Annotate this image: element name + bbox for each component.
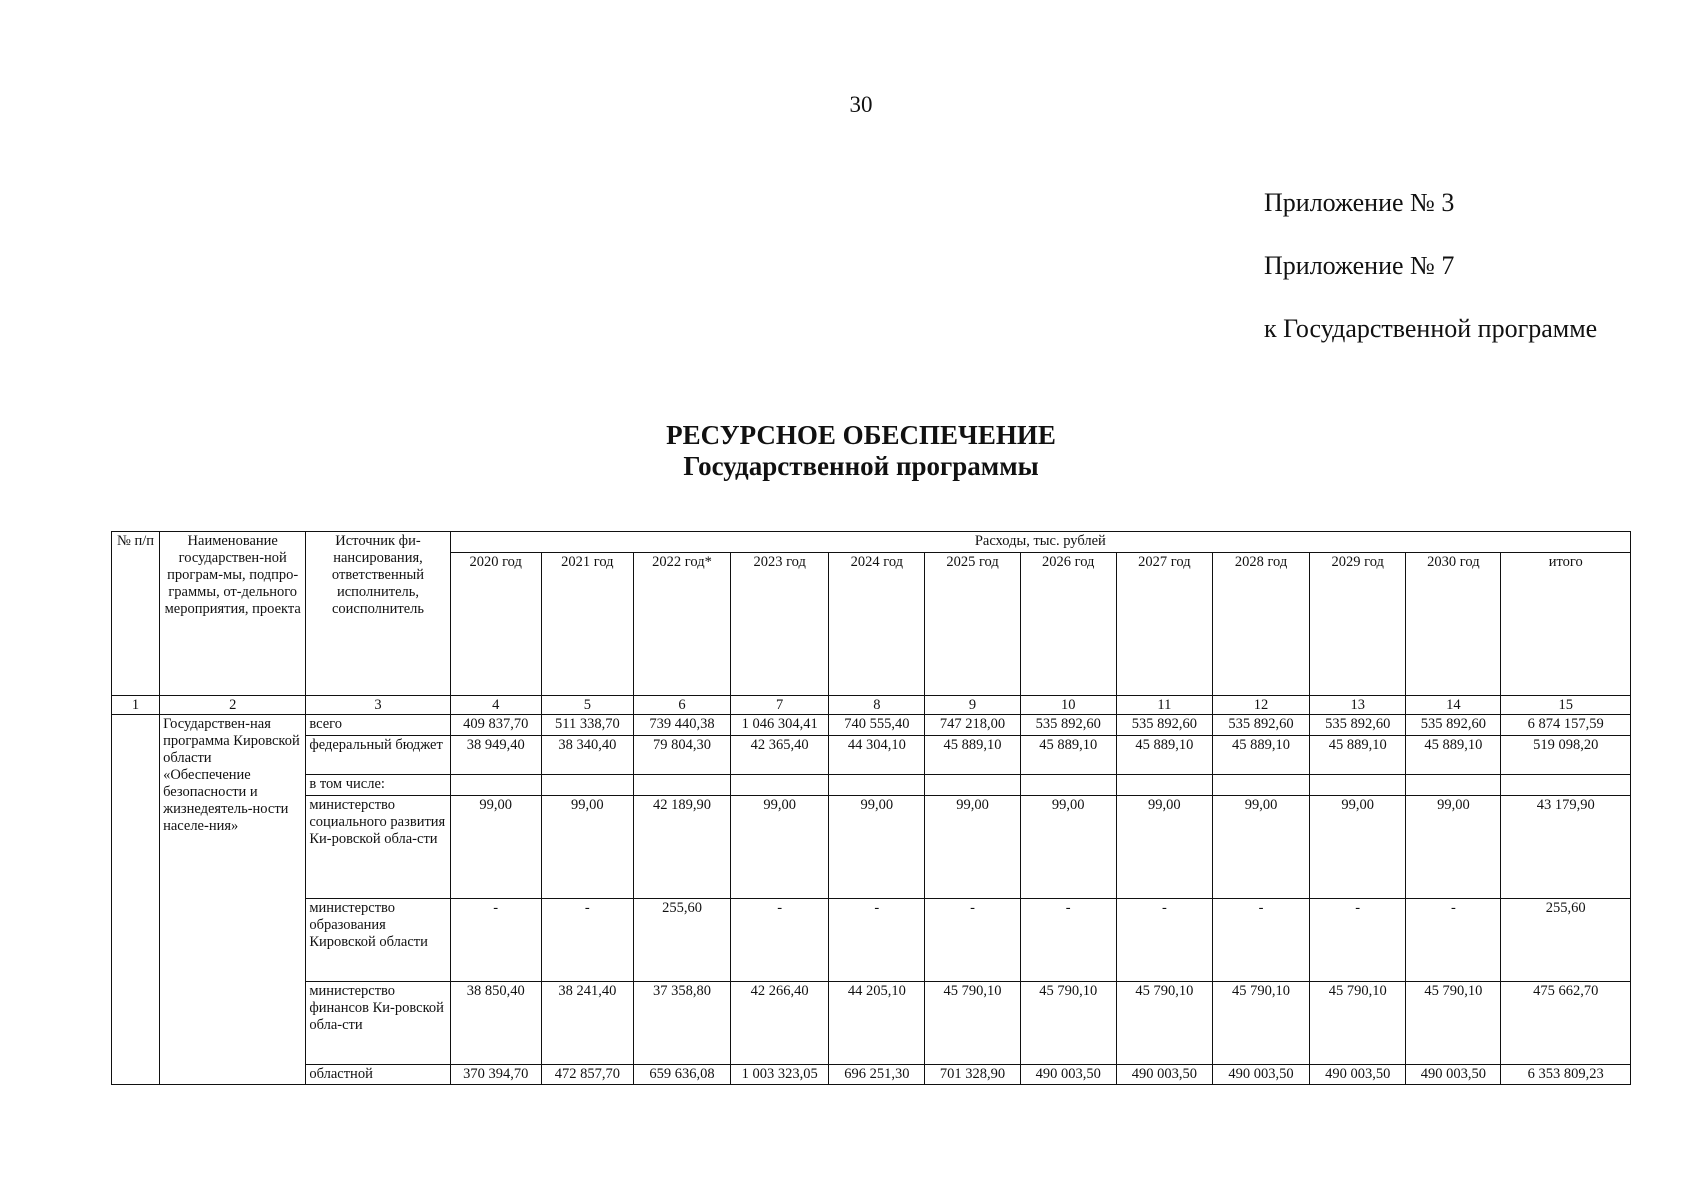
value-cell: - — [1212, 899, 1309, 982]
table-row — [112, 796, 1631, 899]
value-cell: 490 003,50 — [1212, 1065, 1309, 1085]
value-cell: 535 892,60 — [1310, 715, 1406, 736]
value-cell: 45 889,10 — [1116, 736, 1212, 775]
table-row — [112, 1065, 1631, 1085]
value-cell: - — [541, 899, 633, 982]
value-cell: 490 003,50 — [1406, 1065, 1501, 1085]
source-cell: в том числе: — [306, 775, 450, 796]
value-cell: 45 889,10 — [1212, 736, 1309, 775]
value-cell: 99,00 — [450, 796, 541, 899]
header-year: 2030 год — [1406, 553, 1501, 696]
value-cell: 42 365,40 — [731, 736, 829, 775]
value-cell: 740 555,40 — [829, 715, 925, 736]
value-cell: 535 892,60 — [1116, 715, 1212, 736]
header-year: 2027 год — [1116, 553, 1212, 696]
value-cell: 1 046 304,41 — [731, 715, 829, 736]
column-index: 9 — [925, 696, 1020, 715]
column-index: 10 — [1020, 696, 1116, 715]
value-cell — [731, 775, 829, 796]
title-line-1: РЕСУРСНОЕ ОБЕСПЕЧЕНИЕ — [666, 420, 1056, 450]
value-cell — [1406, 775, 1501, 796]
value-cell: 99,00 — [829, 796, 925, 899]
value-cell: 99,00 — [925, 796, 1020, 899]
value-cell: 99,00 — [1310, 796, 1406, 899]
value-cell: 37 358,80 — [633, 982, 730, 1065]
value-cell: 99,00 — [1212, 796, 1309, 899]
value-cell: - — [1406, 899, 1501, 982]
value-cell: 38 850,40 — [450, 982, 541, 1065]
column-index: 5 — [541, 696, 633, 715]
appendix-line-3: к Государственной программе — [1264, 314, 1598, 343]
value-cell: 409 837,70 — [450, 715, 541, 736]
table-row — [112, 982, 1631, 1065]
column-index: 13 — [1310, 696, 1406, 715]
value-cell — [450, 775, 541, 796]
value-cell: 99,00 — [1020, 796, 1116, 899]
header-year: 2022 год* — [633, 553, 730, 696]
table-row — [112, 899, 1631, 982]
value-cell — [1212, 775, 1309, 796]
total-cell: 6 353 809,23 — [1501, 1065, 1631, 1085]
total-cell: 6 874 157,59 — [1501, 715, 1631, 736]
value-cell: 99,00 — [1116, 796, 1212, 899]
source-cell: министерство образования Кировской области — [306, 899, 450, 982]
value-cell: 535 892,60 — [1212, 715, 1309, 736]
program-name-cell: Государствен-ная программа Кировской области «Обеспечение безопасности и жизнедеятель-ности населе-ния» — [160, 715, 306, 1085]
value-cell — [541, 775, 633, 796]
value-cell: 99,00 — [731, 796, 829, 899]
header-year: 2028 год — [1212, 553, 1309, 696]
value-cell: 45 790,10 — [1020, 982, 1116, 1065]
value-cell: 511 338,70 — [541, 715, 633, 736]
header-year: 2024 год — [829, 553, 925, 696]
column-index: 1 — [112, 696, 160, 715]
column-index: 15 — [1501, 696, 1631, 715]
value-cell: - — [450, 899, 541, 982]
value-cell: 99,00 — [541, 796, 633, 899]
total-cell: 475 662,70 — [1501, 982, 1631, 1065]
value-cell: 1 003 323,05 — [731, 1065, 829, 1085]
row-number-cell — [112, 715, 160, 1085]
value-cell: - — [1020, 899, 1116, 982]
value-cell: 38 241,40 — [541, 982, 633, 1065]
total-cell: 255,60 — [1501, 899, 1631, 982]
header-year: 2021 год — [541, 553, 633, 696]
header-year: 2023 год — [731, 553, 829, 696]
value-cell: 45 889,10 — [1020, 736, 1116, 775]
value-cell: 45 790,10 — [1116, 982, 1212, 1065]
value-cell: 659 636,08 — [633, 1065, 730, 1085]
column-index: 8 — [829, 696, 925, 715]
appendix-line-1: Приложение № 3 — [1264, 188, 1455, 217]
total-cell — [1501, 775, 1631, 796]
column-index: 6 — [633, 696, 730, 715]
value-cell: - — [1310, 899, 1406, 982]
value-cell: 45 790,10 — [1406, 982, 1501, 1065]
header-expenses: Расходы, тыс. рублей — [450, 532, 1630, 553]
header-num: № п/п — [112, 532, 160, 696]
total-cell: 43 179,90 — [1501, 796, 1631, 899]
value-cell: 99,00 — [1406, 796, 1501, 899]
value-cell: 44 205,10 — [829, 982, 925, 1065]
value-cell: 535 892,60 — [1020, 715, 1116, 736]
value-cell: - — [925, 899, 1020, 982]
table-row — [112, 715, 1631, 736]
value-cell: 701 328,90 — [925, 1065, 1020, 1085]
header-year: 2025 год — [925, 553, 1020, 696]
value-cell — [1020, 775, 1116, 796]
value-cell: - — [731, 899, 829, 982]
source-cell: министерство социального развития Ки-ровской обла-сти — [306, 796, 450, 899]
header-source: Источник фи-нансирования, ответственный исполнитель, соисполнитель — [306, 532, 450, 696]
value-cell: 44 304,10 — [829, 736, 925, 775]
value-cell: 490 003,50 — [1310, 1065, 1406, 1085]
value-cell — [925, 775, 1020, 796]
value-cell: 42 189,90 — [633, 796, 730, 899]
appendix-line-2: Приложение № 7 — [1264, 251, 1455, 280]
header-total: итого — [1501, 553, 1631, 696]
value-cell: 45 889,10 — [1406, 736, 1501, 775]
value-cell: 38 340,40 — [541, 736, 633, 775]
value-cell: 535 892,60 — [1406, 715, 1501, 736]
value-cell — [1310, 775, 1406, 796]
value-cell — [1116, 775, 1212, 796]
column-index: 2 — [160, 696, 306, 715]
value-cell: 370 394,70 — [450, 1065, 541, 1085]
column-index: 7 — [731, 696, 829, 715]
value-cell: 45 790,10 — [1212, 982, 1309, 1065]
document-title — [0, 420, 1686, 482]
header-name: Наименование государствен-ной програм-мы, подпро-граммы, от-дельного мероприятия, проекта — [160, 532, 306, 696]
value-cell: 42 266,40 — [731, 982, 829, 1065]
header-year: 2026 год — [1020, 553, 1116, 696]
value-cell: 472 857,70 — [541, 1065, 633, 1085]
column-index-row — [112, 696, 1631, 715]
table-row — [112, 736, 1631, 775]
value-cell: 45 790,10 — [925, 982, 1020, 1065]
value-cell: 747 218,00 — [925, 715, 1020, 736]
header-year: 2020 год — [450, 553, 541, 696]
column-index: 14 — [1406, 696, 1501, 715]
source-cell: министерство финансов Ки-ровской обла-сти — [306, 982, 450, 1065]
value-cell: 79 804,30 — [633, 736, 730, 775]
value-cell: 45 889,10 — [1310, 736, 1406, 775]
value-cell: - — [829, 899, 925, 982]
source-cell: областной — [306, 1065, 450, 1085]
value-cell: - — [1116, 899, 1212, 982]
value-cell: 490 003,50 — [1020, 1065, 1116, 1085]
column-index: 4 — [450, 696, 541, 715]
value-cell: 739 440,38 — [633, 715, 730, 736]
value-cell: 255,60 — [633, 899, 730, 982]
title-line-2: Государственной программы — [683, 451, 1039, 481]
resources-table — [111, 531, 1631, 1085]
value-cell: 490 003,50 — [1116, 1065, 1212, 1085]
table-row — [112, 775, 1631, 796]
total-cell: 519 098,20 — [1501, 736, 1631, 775]
column-index: 3 — [306, 696, 450, 715]
source-cell: всего — [306, 715, 450, 736]
source-cell: федеральный бюджет — [306, 736, 450, 775]
value-cell — [633, 775, 730, 796]
value-cell: 696 251,30 — [829, 1065, 925, 1085]
column-index: 11 — [1116, 696, 1212, 715]
value-cell: 38 949,40 — [450, 736, 541, 775]
value-cell: 45 790,10 — [1310, 982, 1406, 1065]
header-year: 2029 год — [1310, 553, 1406, 696]
column-index: 12 — [1212, 696, 1309, 715]
value-cell: 45 889,10 — [925, 736, 1020, 775]
value-cell — [829, 775, 925, 796]
page-number: 30 — [849, 92, 873, 117]
